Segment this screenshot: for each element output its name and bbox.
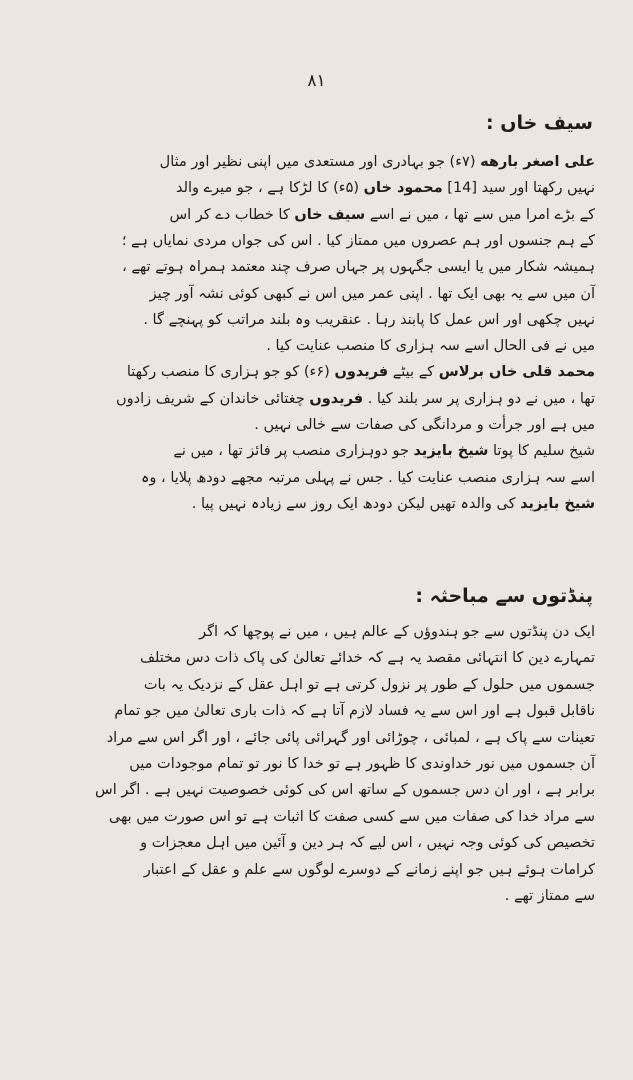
text-line: کے ہم جنسوں اور ہم عصروں میں ممتاز کیا . اس کی جواں مردی نمایاں ہے ؛: [121, 232, 595, 249]
text-line: نہیں رکھتا اور سید [14] محمود خاں (۵ء) کا لڑکا ہے ، جو میرے والد: [175, 180, 595, 197]
text-line: سے ممتاز تھے .: [504, 888, 595, 904]
text-line: اسے سہ ہزاری منصب عنایت کیا . جس نے پہلی مرتبہ مجھے دودھ پلایا ، وہ: [140, 469, 595, 486]
text-line: کرامات ہوئے ہیں جو اپنے زمانے کے دوسرے لوگوں سے علم و عقل کے اعتبار: [143, 861, 595, 878]
text-line: میں ہے اور جرأت و مردانگی کی صفات سے خالی نہیں .: [254, 417, 595, 433]
text-line: تعینات سے پاک ہے ، لمبائی ، چوڑائی اور گہرائی پائی جائے ، اور اگر اس سے مراد: [106, 729, 595, 746]
text-line: برابر ہے ، اور ان دس جسموں کے ساتھ اس کی کوئی خصوصیت نہیں ہے . اگر اس: [95, 782, 595, 799]
text-line: کے بڑے امرا میں سے تھا ، میں نے اسے سیف خاں کا خطاب دے کر اس: [169, 206, 595, 223]
text-line: شیخ سلیم کا پوتا شیخ بایزید جو دوہزاری منصب پر فائز تھا ، میں نے: [173, 443, 595, 460]
text-line: تھا ، میں نے دو ہزاری پر سر بلند کیا . فریدوں چغتائی خاندان کے شریف زادوں: [116, 390, 595, 407]
text-line: شیخ بایزید کی والدہ تھیں لیکن دودھ ایک روز سے زیادہ نہیں پیا .: [191, 495, 595, 512]
text-line: جسموں میں حلول کے طور پر نزول کرتی ہے تو اہل عقل کے نزدیک یہ بات: [143, 676, 595, 693]
page-number: ٨١: [307, 71, 326, 91]
text-line: ہمیشہ شکار میں یا ایسی جگہوں پر جہاں صرف چند معتمد ہمراہ ہوتے تھے ،: [122, 259, 595, 276]
text-line: ایک دن پنڈتوں سے جو ہندوؤں کے عالم ہیں ، میں نے پوچھا کہ اگر: [199, 624, 595, 640]
text-line: سے مراد خدا کی صفات میں سے کسی صفت کا اثبات ہے تو اس صورت میں بھی: [108, 808, 595, 825]
text-line: نہیں چکھی اور اس عمل کا پابند رہا . عنقریب وہ بلند مراتب کو پہنچے گا .: [143, 311, 595, 328]
text-line: تمہارے دین کا انتہائی مقصد یہ ہے کہ خدائے تعالیٰ کی پاک ذات دس مختلف: [139, 650, 595, 667]
text-line: آن میں سے یہ بھی ایک تھا . اپنی عمر میں اس نے کبھی کوئی نشہ آور چیز: [149, 285, 595, 302]
section-heading-pandit-debate: پنڈتوں سے مباحثہ :: [415, 585, 593, 607]
text-line: تخصیص کی کوئی وجہ نہیں ، اس لیے کہ ہر دین و آئین میں اہل معجزات و: [140, 835, 595, 852]
text-line: آن جسموں میں نور خداوندی کا ظہور ہے تو خدا کا نور تو تمام موجودات میں: [129, 756, 595, 772]
text-line: میں نے فی الحال اسے سہ ہزاری کا منصب عنایت کیا .: [266, 338, 595, 355]
section-heading-saif-khan: سیف خاں :: [486, 112, 593, 134]
text-line: ناقابل قبول ہے اور اس سے یہ فساد لازم آتا ہے کہ ذات باری تعالیٰ میں جو تمام: [114, 703, 595, 720]
text-line: علی اصغر بارهه (۷ء) جو بہادری اور مستعدی میں اپنی نظیر اور مثال: [159, 154, 595, 170]
text-line: محمد قلی خاں برلاس کے بیٹے فریدوں (۶ء) کو جو ہزاری کا منصب رکھتا: [126, 364, 595, 381]
